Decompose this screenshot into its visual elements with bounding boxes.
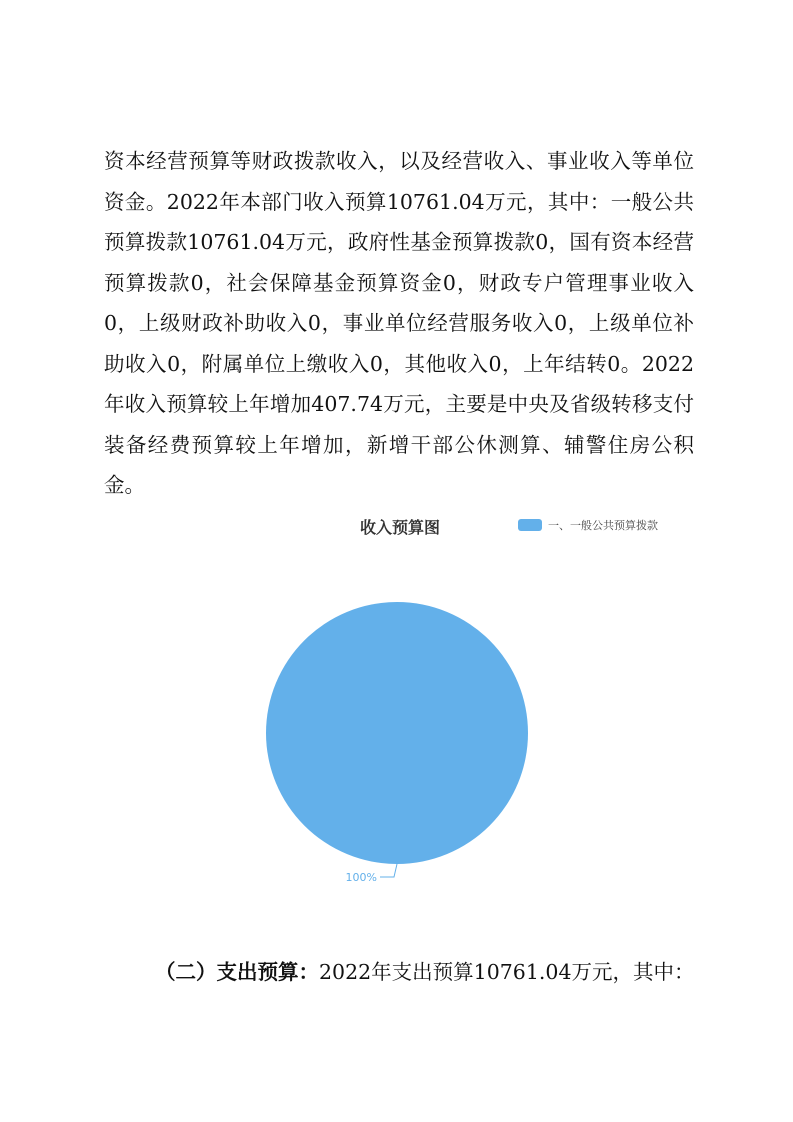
section-text: 2022年支出预算10761.04万元，其中： — [319, 960, 695, 984]
legend-label: 一、一般公共预算拨款 — [548, 519, 658, 532]
section-expenditure — [155, 955, 695, 985]
section-heading: （二）支出预算： — [155, 960, 319, 984]
data-label: 100% — [345, 871, 377, 884]
chart-title: 收入预算图 — [359, 518, 440, 537]
body-paragraph: 资本经营预算等财政拨款收入，以及经营收入、事业收入等单位资金。2022年本部门收入预算10761.04万元，其中：一般公共预算拨款10761.04万元，政府性基金预算拨款0，国有资本经营预算拨款0，社会保障基金预算资金0，财政专户管理事业收入0，上级财政补助收入0，事业单位经营服务收入0，上级单位补助收入0，附属单位上缴收入0，其他收入0，上年结转0。2022年收入预算较上年增加407.74万元，主要是中央及省级转移支付装备经费预算较上年增加，新增干部公休测算、辅警住房公积金。 — [104, 149, 694, 497]
data-label-leader — [380, 864, 397, 877]
pie-slice-0 — [266, 602, 528, 864]
